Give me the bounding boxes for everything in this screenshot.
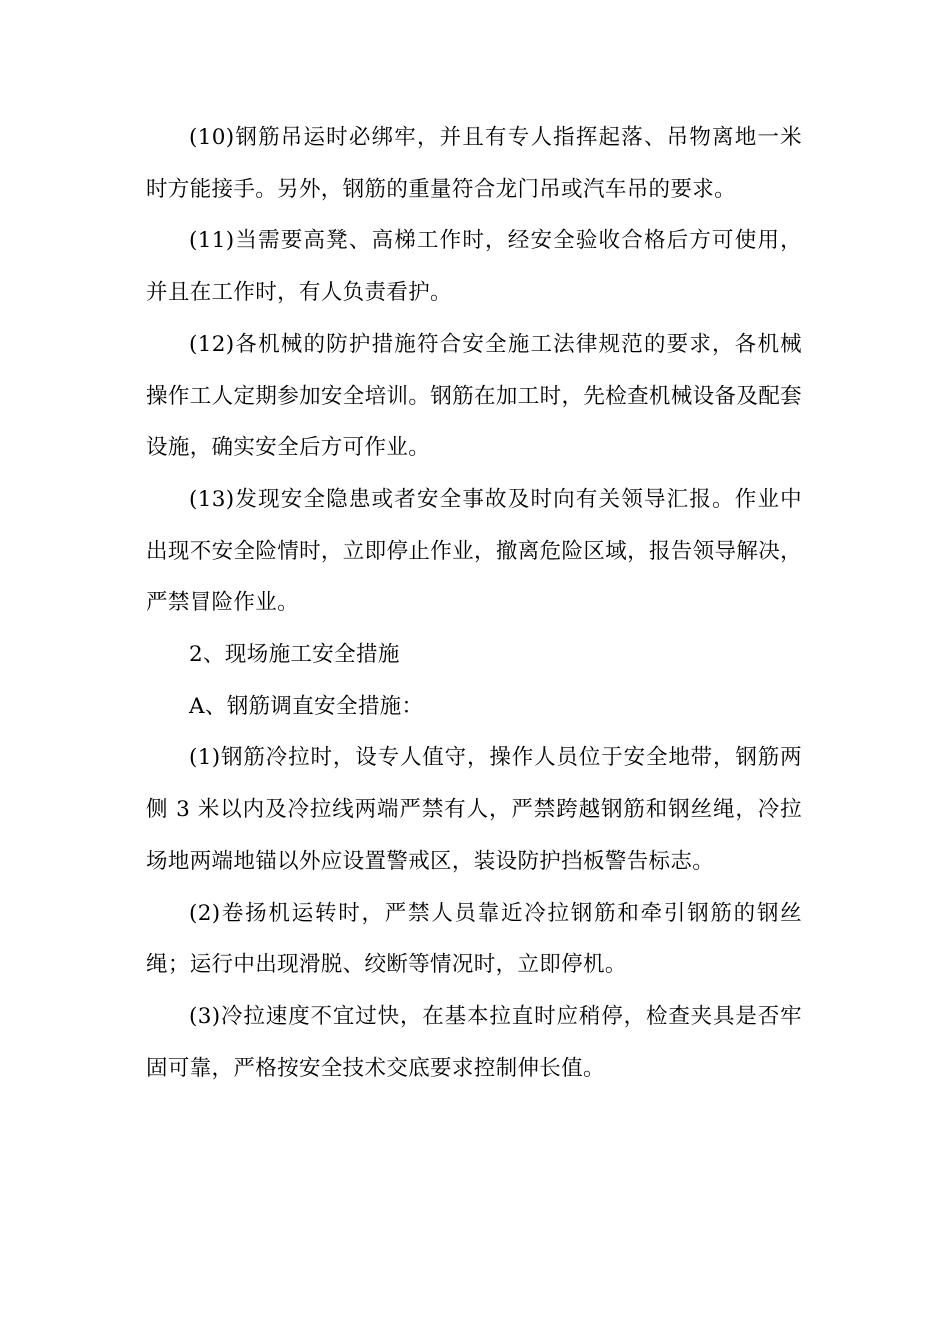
paragraph-item-3: (3)冷拉速度不宜过快，在基本拉直时应稍停，检查夹具是否牢固可靠，严格按安全技术交底要求控制伸长值。: [146, 1003, 802, 1081]
paragraph-item-1: (1)钢筋冷拉时，设专人值守，操作人员位于安全地带，钢筋两侧 3 米以内及冷拉线两端严禁有人，严禁跨越钢筋和钢丝绳，冷拉场地两端地锚以外应设置警戒区，装设防护挡板警告标志。: [146, 745, 802, 874]
subsection-heading: A、钢筋调直安全措施：: [189, 693, 424, 719]
document-body: [146, 112, 802, 1094]
paragraph-item-2: (2)卷扬机运转时，严禁人员靠近冷拉钢筋和牵引钢筋的钢丝绳；运行中出现滑脱、绞断等情况时，立即停机。: [146, 900, 802, 978]
paragraph-item-13: (13)发现安全隐患或者安全事故及时向有关领导汇报。作业中出现不安全险情时，立即停止作业，撤离危险区域，报告领导解决，严禁冒险作业。: [146, 486, 802, 616]
paragraph-item-12: (12)各机械的防护措施符合安全施工法律规范的要求，各机械操作工人定期参加安全培训。钢筋在加工时，先检查机械设备及配套设施，确实安全后方可作业。: [146, 331, 802, 461]
section-heading: 2、现场施工安全措施: [189, 642, 400, 668]
paragraph-item-11: (11)当需要高凳、高梯工作时，经安全验收合格后方可使用，并且在工作时，有人负责看护。: [146, 228, 802, 306]
paragraph-item-10: (10)钢筋吊运时必绑牢，并且有专人指挥起落、吊物离地一米时方能接手。另外，钢筋的重量符合龙门吊或汽车吊的要求。: [146, 125, 802, 202]
